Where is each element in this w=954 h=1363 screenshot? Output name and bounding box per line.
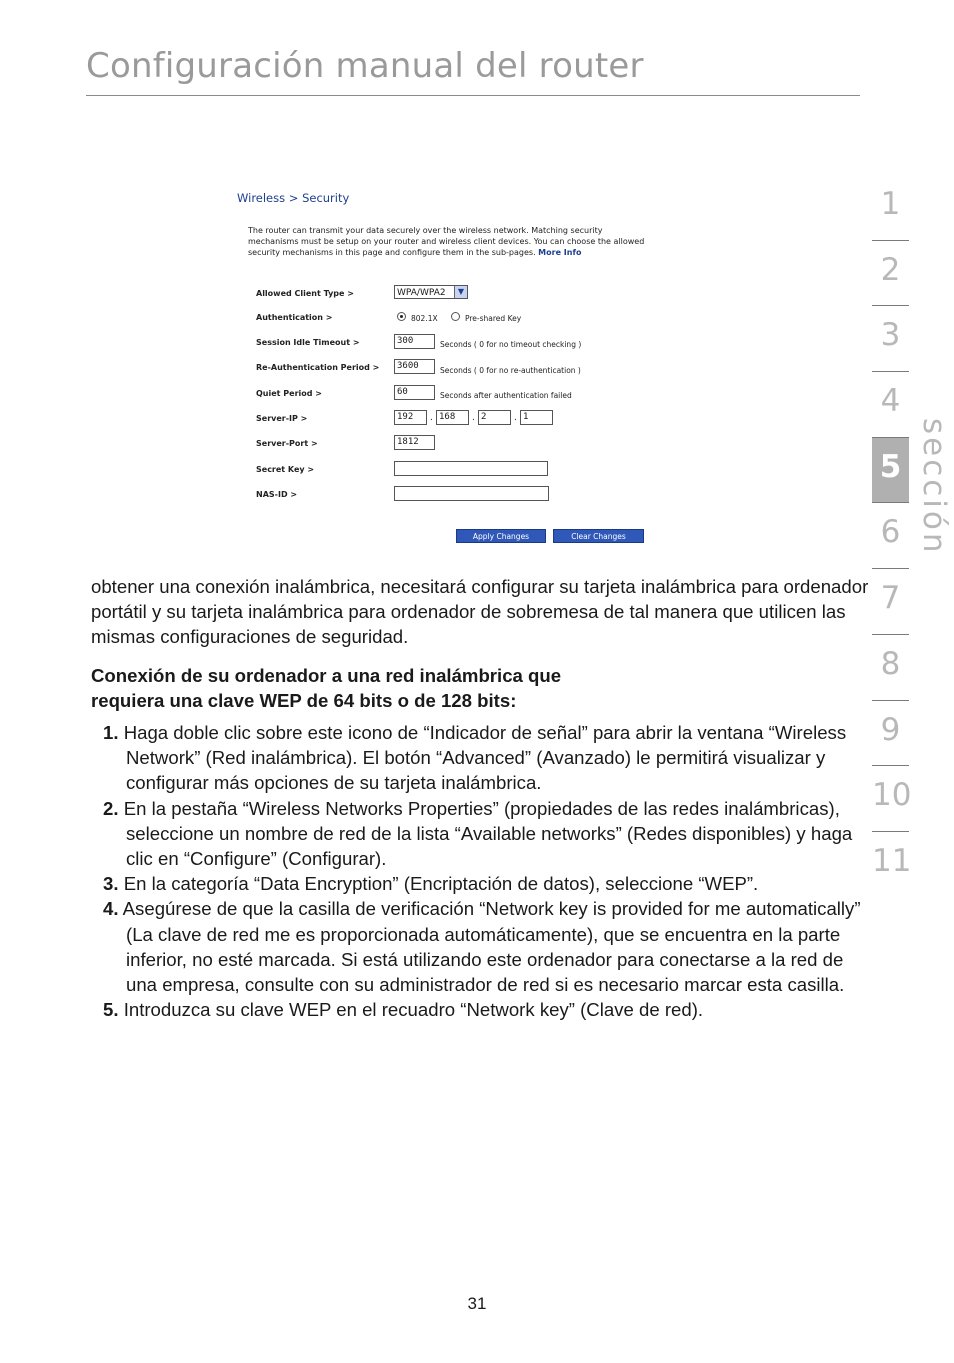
description-text: The router can transmit your data securely over the wireless network. Matching security mechanisms must be setup on your router and wireless client devices. You can choose the allowed security mechanisms in this page and configure them in the sub-pages. <box>248 226 645 257</box>
quiet-period-label: Quiet Period > <box>256 389 322 398</box>
router-security-screenshot <box>236 188 656 548</box>
list-item <box>91 896 861 997</box>
list-item <box>91 997 861 1022</box>
auth-radio-8021x[interactable] <box>397 312 406 321</box>
step-number: 4. <box>103 898 119 920</box>
step-text: Introduzca su clave WEP en el recuadro “Network key” (Clave de red). <box>123 999 704 1021</box>
clear-changes-button[interactable]: Clear Changes <box>553 529 644 543</box>
client-type-value: WPA/WPA2 <box>397 288 446 298</box>
auth-option-8021x-label: 802.1X <box>411 314 438 323</box>
nas-id-label: NAS-ID > <box>256 490 298 499</box>
chevron-down-icon: ▼ <box>454 286 467 298</box>
auth-option-psk-label: Pre-shared Key <box>465 314 522 323</box>
title-divider <box>86 95 860 96</box>
client-type-select[interactable] <box>394 285 468 299</box>
breadcrumb: Wireless > Security <box>237 191 350 205</box>
list-item <box>91 871 861 896</box>
nas-id-input[interactable] <box>394 486 549 501</box>
secret-key-input[interactable] <box>394 461 548 476</box>
server-ip-label: Server-IP > <box>256 414 308 423</box>
secret-key-label: Secret Key > <box>256 465 315 474</box>
reauth-period-input[interactable]: 3600 <box>394 359 435 374</box>
section-nav-item-5[interactable]: 5 <box>872 438 909 504</box>
section-nav-item-1[interactable]: 1 <box>872 175 909 241</box>
quiet-period-input[interactable]: 60 <box>394 385 435 400</box>
auth-radio-psk[interactable] <box>451 312 460 321</box>
ip-dot: . <box>514 413 517 423</box>
step-number: 1. <box>103 722 119 743</box>
apply-changes-button[interactable]: Apply Changes <box>456 529 546 543</box>
session-idle-input[interactable]: 300 <box>394 334 435 349</box>
steps-list <box>91 720 861 1022</box>
server-port-label: Server-Port > <box>256 439 318 448</box>
client-type-label: Allowed Client Type > <box>256 289 354 298</box>
ip-dot: . <box>472 413 475 423</box>
section-nav <box>872 175 912 898</box>
section-label: sección <box>916 418 952 556</box>
step-number: 2. <box>103 797 119 819</box>
security-description <box>248 225 648 258</box>
step-text: Haga doble clic sobre este icono de “Indicador de señal” para abrir la ventana “Wireless Network” (Red inalámbrica). El botón “Advanced” (Avanzado) le permitirá visualizar y configurar más opciones de su tarjeta inalámbrica. <box>123 722 847 794</box>
section-nav-item-4[interactable]: 4 <box>872 372 909 438</box>
session-idle-hint: Seconds ( 0 for no timeout checking ) <box>440 340 582 349</box>
section-nav-item-11[interactable]: 11 <box>872 842 912 879</box>
server-ip-octet-2[interactable]: 168 <box>436 410 469 425</box>
server-port-input[interactable]: 1812 <box>394 435 435 450</box>
server-ip-octet-4[interactable]: 1 <box>520 410 553 425</box>
section-nav-item-9[interactable]: 9 <box>872 701 909 767</box>
session-idle-label: Session Idle Timeout > <box>256 338 360 347</box>
step-text: En la categoría “Data Encryption” (Encriptación de datos), seleccione “WEP”. <box>123 873 759 895</box>
heading-line-2: requiera una clave WEP de 64 bits o de 128 bits: <box>91 690 517 712</box>
section-nav-item-8[interactable]: 8 <box>872 635 909 701</box>
section-nav-item-2[interactable]: 2 <box>872 241 909 307</box>
server-ip-octet-3[interactable]: 2 <box>478 410 511 425</box>
ip-dot: . <box>430 413 433 423</box>
section-heading <box>91 663 691 713</box>
list-item <box>91 720 861 796</box>
step-text: Asegúrese de que la casilla de verificación “Network key is provided for me automatically” (La clave de red me es proporcionada automáticamente), que se encuentra en la parte inferior, no esté marcada. Si está utilizando este ordenador para conectarse a la red de una empresa, consulte con su administrador de red si es necesario marcar esta casilla. <box>122 898 861 996</box>
section-nav-item-7[interactable]: 7 <box>872 569 909 635</box>
heading-line-1: Conexión de su ordenador a una red inalámbrica que <box>91 665 562 686</box>
more-info-link[interactable]: More Info <box>538 248 582 257</box>
section-nav-item-6[interactable]: 6 <box>872 503 909 569</box>
quiet-period-hint: Seconds after authentication failed <box>440 391 572 400</box>
page-number: 31 <box>467 1294 487 1313</box>
page-title: Configuración manual del router <box>86 46 644 86</box>
intro-paragraph: obtener una conexión inalámbrica, necesitará configurar su tarjeta inalámbrica para ordenador portátil y su tarjeta inalámbrica para ordenador de sobremesa de tal manera que utilicen las mismas configuraciones de seguridad. <box>91 576 869 648</box>
step-number: 5. <box>103 999 119 1021</box>
server-ip-octet-1[interactable]: 192 <box>394 410 427 425</box>
section-nav-item-3[interactable]: 3 <box>872 306 909 372</box>
step-number: 3. <box>103 873 119 895</box>
reauth-period-label: Re-Authentication Period > <box>256 363 380 372</box>
authentication-label: Authentication > <box>256 313 333 322</box>
reauth-period-hint: Seconds ( 0 for no re-authentication ) <box>440 366 581 375</box>
section-nav-item-10[interactable]: 10 <box>872 766 909 832</box>
step-text: En la pestaña “Wireless Networks Properties” (propiedades de las redes inalámbricas), seleccione un nombre de red de la lista “Available networks” (Redes disponibles) y haga clic en “Configure” (Configurar). <box>123 797 853 870</box>
list-item <box>91 796 861 872</box>
